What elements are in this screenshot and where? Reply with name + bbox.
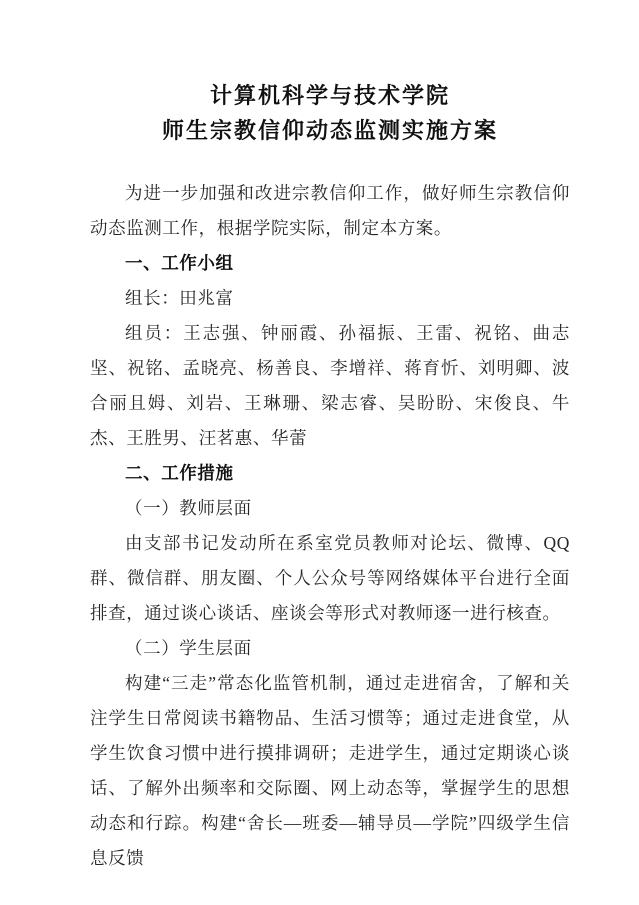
paragraph-student-measures: 构建“三走”常态化监管机制，通过走进宿舍，了解和关注学生日常阅读书籍物品、生活习惯等；通过走进食堂，从学生饮食习惯中进行摸排调研；走进学生，通过定期谈心谈话、了解外出频率和交际圈、网上动态等，掌握学生的思想动态和行踪。构建“舍长—班委—辅导员—学院”四级学生信息反馈	[90, 673, 570, 868]
paragraph-teacher-measures: 由支部书记发动所在系室党员教师对论坛、微博、QQ 群、微信群、朋友圈、个人公众号等网络媒体平台进行全面排查，通过谈心谈话、座谈会等形式对教师逐一进行核查。	[90, 533, 570, 623]
subheading-teacher-level: （一）教师层面	[125, 498, 252, 518]
heading-work-measures: 二、工作措施	[125, 463, 234, 483]
paragraph-intro: 为进一步加强和改进宗教信仰工作，做好师生宗教信仰动态监测工作，根据学院实际，制定本方案。	[90, 183, 570, 238]
paragraph-group-leader: 组长：田兆富	[125, 288, 234, 308]
document-title-line-1: 计算机科学与技术学院	[209, 83, 450, 108]
paragraph-group-members: 组员：王志强、钟丽霞、孙福振、王雷、祝铭、曲志坚、祝铭、孟晓亮、杨善良、李增祥、蒋育忻、刘明卿、波合丽且姆、刘岩、王琳珊、梁志睿、吴盼盼、宋俊良、牛杰、王胜男、汪茗惠、华蕾	[90, 323, 570, 448]
document-title	[90, 78, 570, 148]
document-title-line-2: 师生宗教信仰动态监测实施方案	[161, 118, 498, 143]
heading-work-group: 一、工作小组	[125, 253, 234, 273]
subheading-student-level: （二）学生层面	[125, 638, 252, 658]
